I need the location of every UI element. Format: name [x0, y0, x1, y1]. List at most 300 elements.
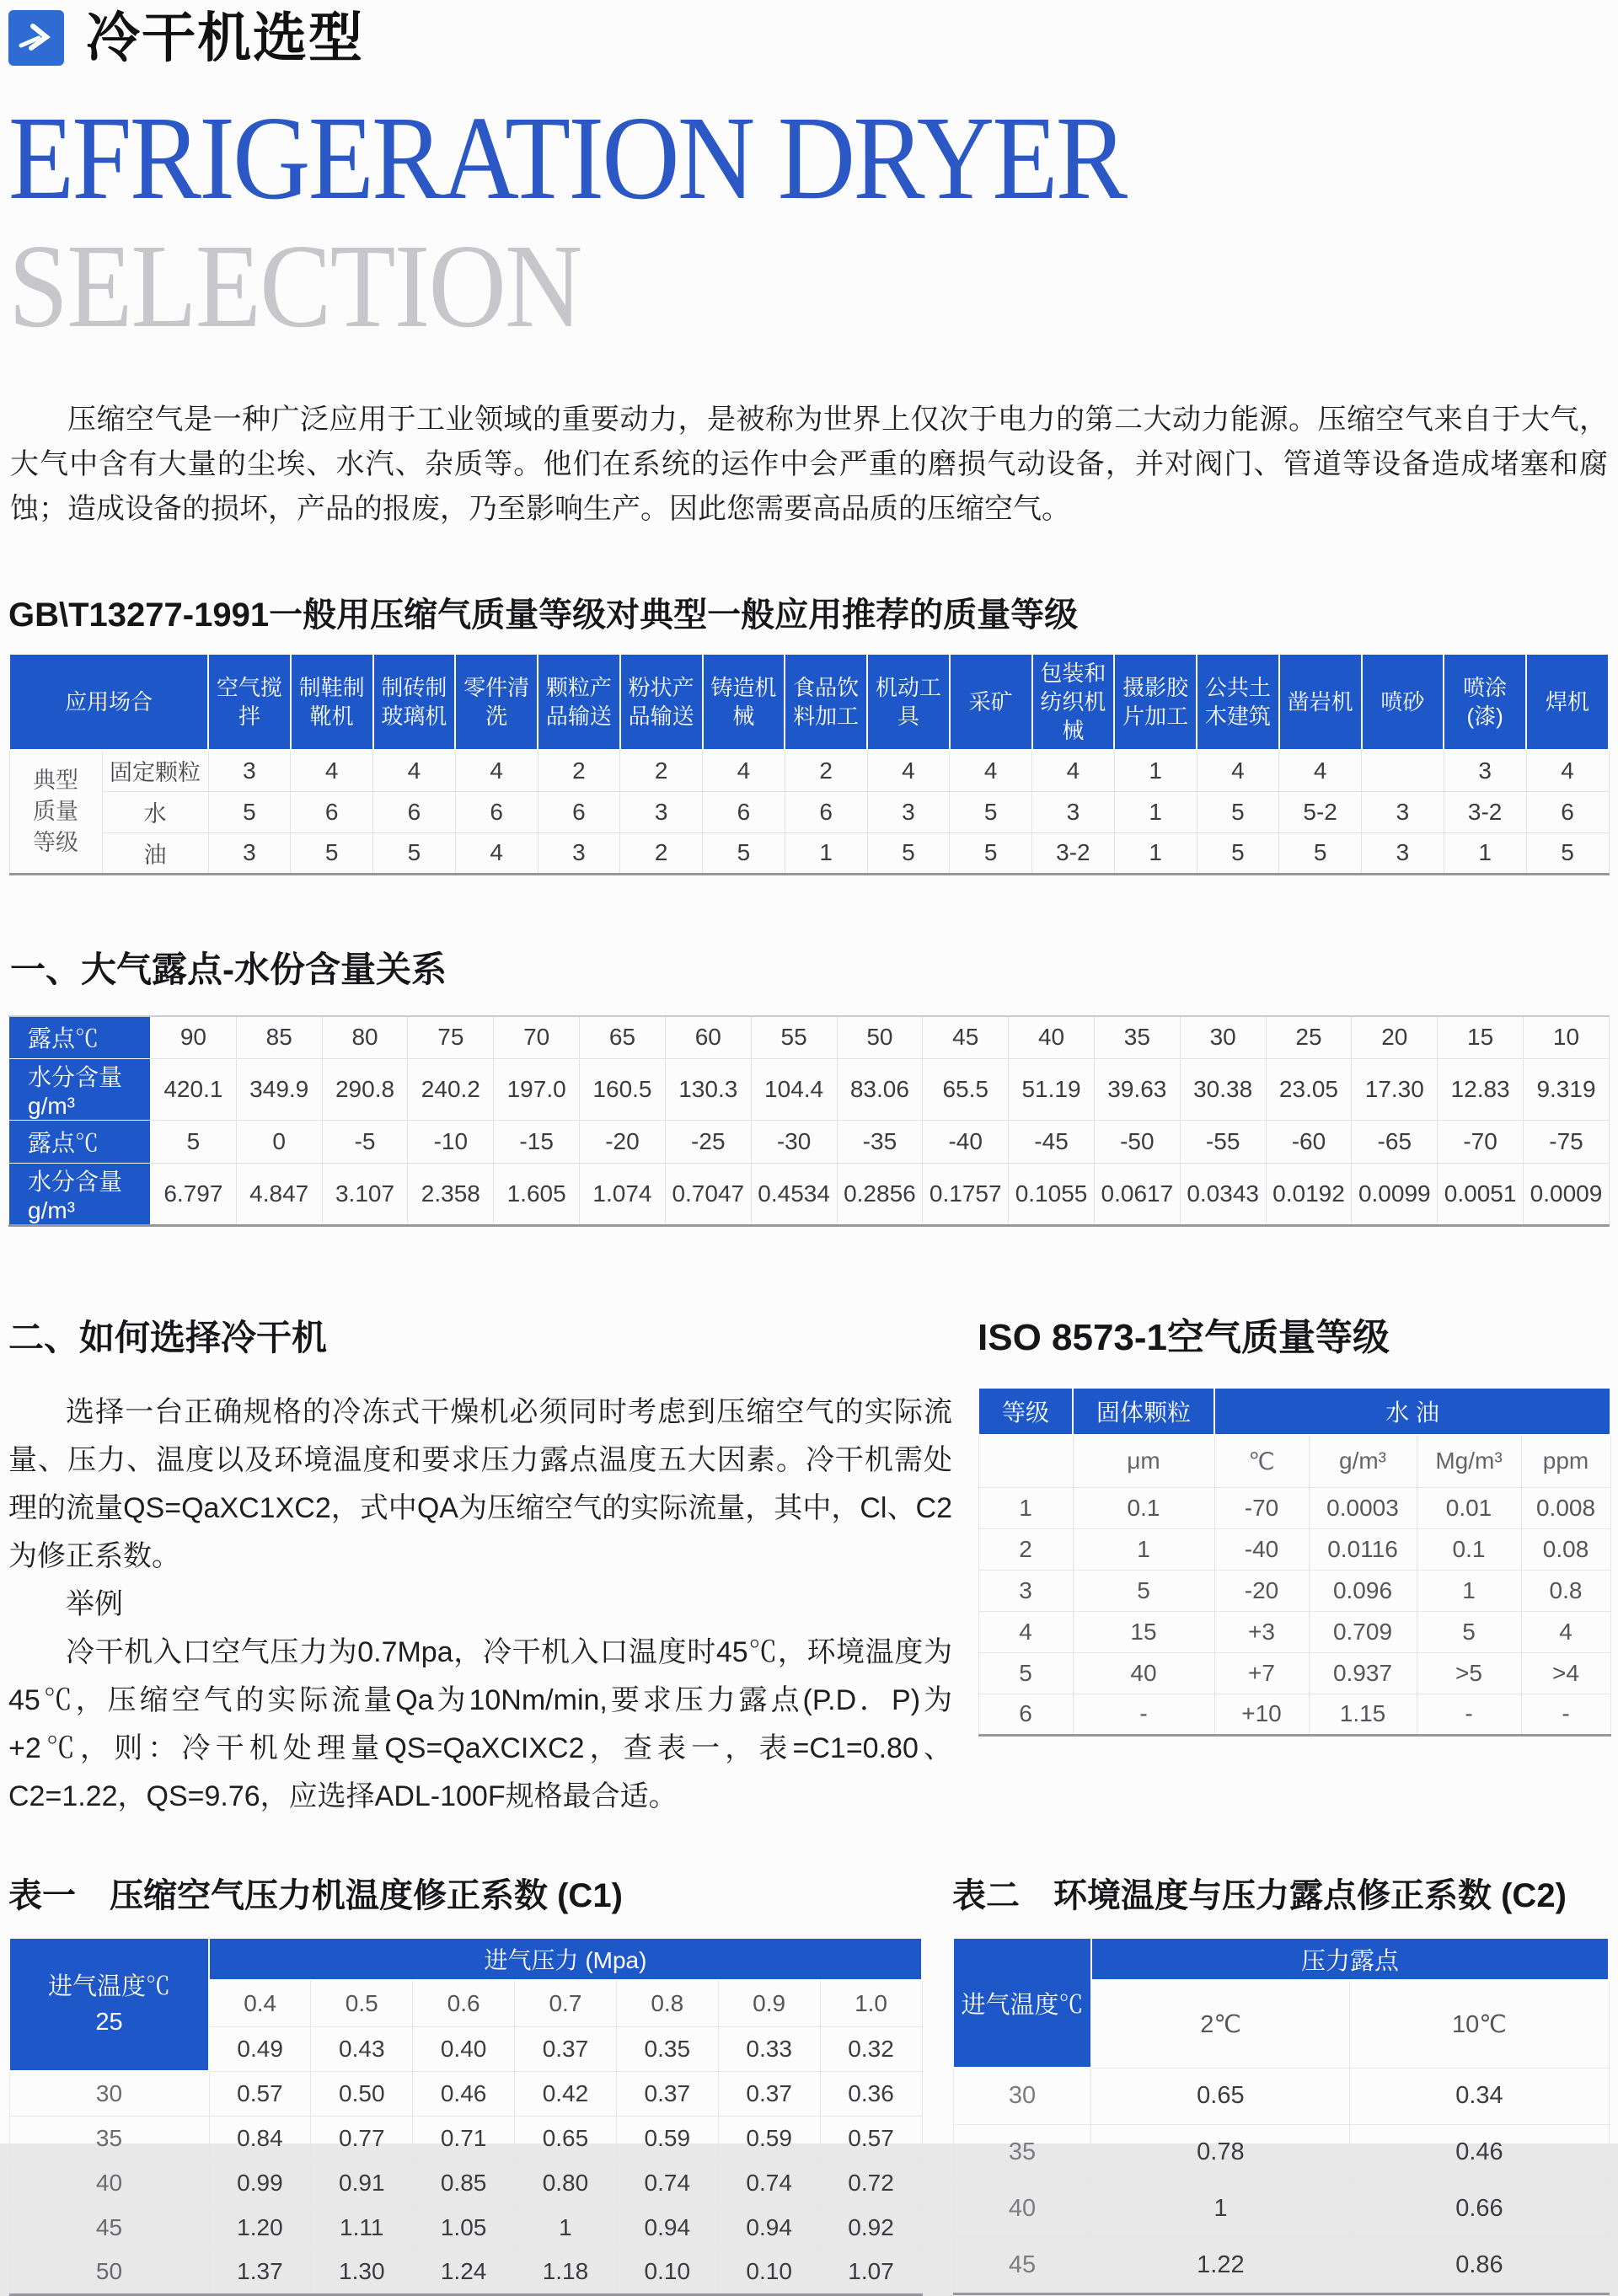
c1-value-cell: 1.18 — [515, 2250, 617, 2294]
c1-value-cell: 0.91 — [311, 2160, 413, 2205]
c1-value-cell: 0.72 — [820, 2160, 922, 2205]
gb-value-cell: 5 — [950, 832, 1032, 874]
c1-column — [8, 1875, 927, 2296]
gb-column-header: 焊机 — [1526, 654, 1609, 750]
iso-value-cell: - — [1521, 1694, 1610, 1735]
dew-value-cell: 51.19 — [1009, 1059, 1095, 1121]
c1-value-cell: 0.57 — [820, 2116, 922, 2160]
iso-solid-header: 固体颗粒 — [1073, 1388, 1214, 1435]
dew-value-cell: 2.358 — [408, 1164, 494, 1226]
c2-dewpoint-cell: 2℃ — [1091, 1980, 1350, 2068]
iso-unit-cell: μm — [1073, 1435, 1214, 1487]
dew-value-cell: 197.0 — [494, 1059, 580, 1121]
c2-value-cell: 1 — [1091, 2181, 1350, 2237]
c1-value-cell: 0.99 — [209, 2160, 311, 2205]
c1-value-cell: 0.92 — [820, 2205, 922, 2250]
c2-table-heading: 表二 环境温度与压力露点修正系数 (C2) — [952, 1877, 1567, 1914]
c1-value-cell: 0.46 — [413, 2071, 515, 2116]
c1-data-row — [9, 2071, 922, 2116]
c1-value-cell: 0.77 — [311, 2116, 413, 2160]
iso-value-cell: 0.0116 — [1309, 1528, 1417, 1570]
dew-value-cell: -70 — [1438, 1121, 1524, 1164]
iso-value-cell: 0.01 — [1417, 1487, 1521, 1528]
dew-value-cell: 0.0617 — [1094, 1164, 1180, 1226]
gb-value-cell: 4 — [950, 750, 1032, 791]
dew-value-cell: 10 — [1524, 1016, 1610, 1059]
dew-value-cell: 83.06 — [837, 1059, 923, 1121]
gb-data-row — [9, 832, 1609, 874]
iso-units-row — [978, 1435, 1610, 1487]
gb-row-label: 油 — [102, 832, 208, 874]
iso-unit-cell: ℃ — [1214, 1435, 1309, 1487]
iso-value-cell: -40 — [1214, 1528, 1309, 1570]
iso-data-row — [978, 1528, 1610, 1570]
c2-data-row — [953, 2068, 1609, 2124]
dew-value-cell: 1.074 — [580, 1164, 666, 1226]
c1-value-cell: 0.94 — [718, 2205, 820, 2250]
c1-table-heading: 表一 压缩空气压力机温度修正系数 (C1) — [8, 1877, 623, 1914]
dew-value-cell: 0.2856 — [837, 1164, 923, 1226]
gb-value-cell: 5 — [291, 832, 373, 874]
gb-value-cell: 1 — [785, 832, 867, 874]
gb-value-cell: 3 — [1032, 791, 1115, 832]
c1-data-row — [9, 2116, 922, 2160]
section1-heading: 一、大气露点-水份含量关系 — [10, 949, 447, 989]
c1-data-row — [9, 2250, 922, 2294]
c1-value-cell: 1 — [515, 2205, 617, 2250]
c1-value-cell: 1.05 — [413, 2205, 515, 2250]
dew-row — [9, 1016, 1610, 1059]
dew-value-cell: 104.4 — [751, 1059, 837, 1121]
c2-value-cell: 0.86 — [1350, 2237, 1609, 2293]
gb-value-cell: 3 — [620, 791, 703, 832]
dew-value-cell: -75 — [1524, 1121, 1610, 1164]
c1-value-cell: 0.80 — [515, 2160, 617, 2205]
iso-value-cell: +10 — [1214, 1694, 1309, 1735]
gb-data-row — [9, 791, 1609, 832]
c1-value-cell: 0.84 — [209, 2116, 311, 2160]
page-title: 冷干机选型 — [86, 8, 364, 68]
gb-column-header: 制鞋制靴机 — [291, 654, 373, 750]
dew-value-cell: 39.63 — [1094, 1059, 1180, 1121]
gb-column-header: 铸造机械 — [703, 654, 785, 750]
iso-value-cell: >5 — [1417, 1652, 1521, 1694]
c1-row-label: 40 — [9, 2160, 209, 2205]
section2-paragraph-2: 冷干机入口空气压力为0.7Mpa，冷干机入口温度时45℃，环境温度为45℃，压缩空气的实际流量Qa为10Nm/min,要求压力露点(P.D．P)为+2℃，则：冷干机处理量QS=QaXCIXC2，查表一，表=C1=0.80、C2=1.22，QS=9.76，应选择ADL-100F规格最合适。 — [8, 1636, 952, 1812]
iso-unit-cell: ppm — [1521, 1435, 1610, 1487]
gb-value-cell: 4 — [455, 832, 538, 874]
iso-value-cell: 0.1 — [1417, 1528, 1521, 1570]
gb-value-cell: 1 — [1114, 750, 1197, 791]
dew-value-cell: 9.319 — [1524, 1059, 1610, 1121]
c1-value-cell: 1.30 — [311, 2250, 413, 2294]
gb-header-row — [9, 654, 1609, 750]
dew-value-cell: 30 — [1180, 1016, 1266, 1059]
c1-row-label: 50 — [9, 2250, 209, 2294]
intro-paragraph: 压缩空气是一种广泛应用于工业领域的重要动力，是被称为世界上仅次于电力的第二大动力能源。压缩空气来自于大气，大气中含有大量的尘埃、水汽、杂质等。他们在系统的运作中会严重的磨损气动设备，并对阀门、管道等设备造成堵塞和腐蚀；造成设备的损坏，产品的报废，乃至影响生产。因此您需要高品质的压缩空气。 — [10, 404, 1608, 525]
c1-header-row — [9, 1938, 922, 1980]
dew-value-cell: 420.1 — [151, 1059, 237, 1121]
iso-value-cell: - — [1073, 1694, 1214, 1735]
gb-value-cell: 2 — [620, 750, 703, 791]
dew-value-cell: 130.3 — [665, 1059, 751, 1121]
iso-header-row — [978, 1388, 1610, 1435]
dew-value-cell: -25 — [665, 1121, 751, 1164]
dew-value-cell: 6.797 — [151, 1164, 237, 1226]
iso-value-cell: 15 — [1073, 1611, 1214, 1652]
gb-value-cell: 3 — [1444, 750, 1526, 791]
gb-value-cell: 6 — [455, 791, 538, 832]
dew-value-cell: 4.847 — [236, 1164, 322, 1226]
iso-value-cell: 0.08 — [1521, 1528, 1610, 1570]
iso-value-cell: +7 — [1214, 1652, 1309, 1694]
iso-grade-cell: 1 — [978, 1487, 1073, 1528]
gb-value-cell: 3 — [1362, 791, 1444, 832]
iso-value-cell: 0.709 — [1309, 1611, 1417, 1652]
c1-value-cell: 0.74 — [718, 2160, 820, 2205]
dew-row — [9, 1121, 1610, 1164]
gb-value-cell: 2 — [785, 750, 867, 791]
c1-value-cell: 0.37 — [515, 2026, 617, 2071]
arrow-icon — [8, 10, 64, 66]
iso-heading: ISO 8573-1空气质量等级 — [978, 1317, 1390, 1358]
gb-column-header: 采矿 — [950, 654, 1032, 750]
gb-column-header: 空气搅拌 — [208, 654, 291, 750]
gb-value-cell: 4 — [703, 750, 785, 791]
gb-value-cell: 5 — [373, 832, 456, 874]
c2-row-label: 30 — [953, 2068, 1091, 2124]
gb-column-header: 喷砂 — [1362, 654, 1444, 750]
gb-value-cell: 6 — [1526, 791, 1609, 832]
gb-value-cell: 6 — [538, 791, 620, 832]
c1-corner-header — [9, 1938, 209, 2071]
dew-value-cell: 349.9 — [236, 1059, 322, 1121]
iso-grade-cell: 6 — [978, 1694, 1073, 1735]
correction-tables-zone — [8, 1875, 1610, 2296]
c1-value-cell: 1.11 — [311, 2205, 413, 2250]
c1-pressure-cell: 0.9 — [718, 1980, 820, 2026]
c2-correction-table — [952, 1937, 1610, 2295]
dew-value-cell: 0.0009 — [1524, 1164, 1610, 1226]
c1-value-cell: 1.24 — [413, 2250, 515, 2294]
gb-value-cell: 4 — [867, 750, 950, 791]
gb-value-cell: 2 — [538, 750, 620, 791]
c1-pressure-cell: 0.6 — [413, 1980, 515, 2026]
gb-value-cell: 3 — [208, 832, 291, 874]
iso-value-cell: -20 — [1214, 1570, 1309, 1611]
dew-value-cell: 80 — [322, 1016, 408, 1059]
c1-pressure-cell: 0.5 — [311, 1980, 413, 2026]
gb-row-label: 固定颗粒 — [102, 750, 208, 791]
dew-value-cell: -15 — [494, 1121, 580, 1164]
c1-corner-line: 25 — [95, 2009, 123, 2036]
gb-value-cell: 5 — [867, 832, 950, 874]
gb-value-cell: 3-2 — [1032, 832, 1115, 874]
gb-value-cell: 3 — [867, 791, 950, 832]
gb-value-cell: 4 — [1197, 750, 1279, 791]
c2-dewpoint-cell: 10℃ — [1350, 1980, 1609, 2068]
header — [8, 7, 1610, 69]
c1-correction-table — [8, 1937, 923, 2296]
iso-grade-cell: 2 — [978, 1528, 1073, 1570]
c2-value-cell: 0.65 — [1091, 2068, 1350, 2124]
dew-value-cell: -45 — [1009, 1121, 1095, 1164]
dew-row-label: 水分含量g/m³ — [9, 1164, 151, 1226]
gb-value-cell: 4 — [1279, 750, 1362, 791]
c1-data-row — [9, 2205, 922, 2250]
gb-column-header: 机动工具 — [867, 654, 950, 750]
gb-value-cell: 4 — [1526, 750, 1609, 791]
gb-column-header: 食品饮料加工 — [785, 654, 867, 750]
dew-value-cell: 290.8 — [322, 1059, 408, 1121]
c1-pressure-cell: 0.8 — [616, 1980, 718, 2026]
dew-value-cell: -60 — [1266, 1121, 1352, 1164]
iso-unit-blank — [978, 1435, 1073, 1487]
gb-value-cell: 6 — [373, 791, 456, 832]
c2-row-label: 45 — [953, 2237, 1091, 2293]
iso-value-cell: 0.096 — [1309, 1570, 1417, 1611]
dew-value-cell: -40 — [923, 1121, 1009, 1164]
gb-value-cell: 5 — [208, 791, 291, 832]
gb-corner-header: 应用场合 — [9, 654, 208, 750]
dew-point-table — [8, 1015, 1610, 1228]
dew-value-cell: 17.30 — [1352, 1059, 1438, 1121]
c2-corner-header: 进气温度℃ — [953, 1938, 1091, 2068]
dew-row-label: 露点℃ — [9, 1016, 151, 1059]
dew-value-cell: 0.4534 — [751, 1164, 837, 1226]
gb-value-cell: 3-2 — [1444, 791, 1526, 832]
iso-unit-cell: Mg/m³ — [1417, 1435, 1521, 1487]
iso-data-row — [978, 1611, 1610, 1652]
c1-pressure-cell: 1.0 — [820, 1980, 922, 2026]
gb-column-header: 公共土木建筑 — [1197, 654, 1279, 750]
c1-value-cell: 1.20 — [209, 2205, 311, 2250]
c1-value-cell: 0.36 — [820, 2071, 922, 2116]
gb-value-cell: 6 — [703, 791, 785, 832]
c1-value-cell: 0.94 — [616, 2205, 718, 2250]
c1-value-cell: 0.35 — [616, 2026, 718, 2071]
dew-value-cell: -65 — [1352, 1121, 1438, 1164]
gb-value-cell: 5 — [1197, 832, 1279, 874]
c1-row-label: 35 — [9, 2116, 209, 2160]
iso-value-cell: 5 — [1417, 1611, 1521, 1652]
c2-row-label: 35 — [953, 2124, 1091, 2181]
gb-value-cell: 5 — [950, 791, 1032, 832]
c1-row-label: 30 — [9, 2071, 209, 2116]
c1-value-cell: 0.32 — [820, 2026, 922, 2071]
dew-value-cell: 1.605 — [494, 1164, 580, 1226]
c2-value-cell: 0.46 — [1350, 2124, 1609, 2181]
c1-value-cell: 1.07 — [820, 2250, 922, 2294]
gb-value-cell: 2 — [620, 832, 703, 874]
iso-value-cell: -70 — [1214, 1487, 1309, 1528]
dew-value-cell: 60 — [665, 1016, 751, 1059]
dew-value-cell: 50 — [837, 1016, 923, 1059]
c2-data-row — [953, 2181, 1609, 2237]
c2-header-row — [953, 1938, 1609, 1980]
c1-value-cell: 0.50 — [311, 2071, 413, 2116]
dew-value-cell: 0 — [236, 1121, 322, 1164]
dew-value-cell: 240.2 — [408, 1059, 494, 1121]
dew-value-cell: 15 — [1438, 1016, 1524, 1059]
dew-value-cell: 12.83 — [1438, 1059, 1524, 1121]
dew-value-cell: -20 — [580, 1121, 666, 1164]
gb-value-cell: 3 — [208, 750, 291, 791]
dew-value-cell: -10 — [408, 1121, 494, 1164]
iso-value-cell: >4 — [1521, 1652, 1610, 1694]
iso-value-cell: +3 — [1214, 1611, 1309, 1652]
selection-text-column — [8, 1316, 952, 1821]
dew-value-cell: 0.0099 — [1352, 1164, 1438, 1226]
dew-value-cell: -50 — [1094, 1121, 1180, 1164]
dew-value-cell: 5 — [151, 1121, 237, 1164]
c1-value-cell: 0.43 — [311, 2026, 413, 2071]
c2-data-row — [953, 2124, 1609, 2181]
iso-data-row — [978, 1570, 1610, 1611]
dew-value-cell: 55 — [751, 1016, 837, 1059]
c1-value-cell: 0.85 — [413, 2160, 515, 2205]
dew-value-cell: 0.1055 — [1009, 1164, 1095, 1226]
gb-value-cell: 1 — [1444, 832, 1526, 874]
gb-column-header: 包装和纺织机械 — [1032, 654, 1115, 750]
dew-value-cell: -30 — [751, 1121, 837, 1164]
c1-value-cell: 0.65 — [515, 2116, 617, 2160]
dew-value-cell: 0.0051 — [1438, 1164, 1524, 1226]
dew-row — [9, 1164, 1610, 1226]
c2-value-cell: 1.22 — [1091, 2237, 1350, 2293]
dew-value-cell: 85 — [236, 1016, 322, 1059]
gb-column-header: 粉状产品输送 — [620, 654, 703, 750]
iso-value-cell: 0.937 — [1309, 1652, 1417, 1694]
iso-value-cell: 4 — [1521, 1611, 1610, 1652]
gb-value-cell: 4 — [455, 750, 538, 791]
iso-water-oil-header: 水 油 — [1214, 1388, 1610, 1435]
gb-value-cell: 5 — [1279, 832, 1362, 874]
c1-value-cell: 0.40 — [413, 2026, 515, 2071]
iso-data-row — [978, 1487, 1610, 1528]
c1-value-cell: 0.37 — [718, 2071, 820, 2116]
section2-paragraph-1: 选择一台正确规格的冷冻式干燥机必须同时考虑到压缩空气的实际流量、压力、温度以及环境温度和要求压力露点温度五大因素。冷干机需处理的流量QS=QaXC1XC2，式中QA为压缩空气的实际流量，其中，Cl、C2为修正系数。 — [8, 1396, 952, 1572]
dew-value-cell: 0.7047 — [665, 1164, 751, 1226]
gb-value-cell: 5 — [1197, 791, 1279, 832]
iso-value-cell: 0.8 — [1521, 1570, 1610, 1611]
gb-value-cell: 6 — [785, 791, 867, 832]
c2-dewpoint-band: 压力露点 — [1091, 1938, 1609, 1980]
gb-value-cell: 1 — [1114, 791, 1197, 832]
gb-value-cell: 4 — [373, 750, 456, 791]
gb-column-header: 颗粒产品输送 — [538, 654, 620, 750]
gb-value-cell: 4 — [1032, 750, 1115, 791]
iso-value-cell: 0.0003 — [1309, 1487, 1417, 1528]
iso-unit-cell: g/m³ — [1309, 1435, 1417, 1487]
gb-table-heading: GB\T13277-1991一般用压缩气质量等级对典型一般应用推荐的质量等级 — [8, 597, 1079, 634]
gb-column-header: 凿岩机 — [1279, 654, 1362, 750]
dew-value-cell: -5 — [322, 1121, 408, 1164]
c1-pressure-cell: 0.7 — [515, 1980, 617, 2026]
gb-value-cell: 5-2 — [1279, 791, 1362, 832]
iso-grade-cell: 3 — [978, 1570, 1073, 1611]
gb-column-header: 喷涂(漆) — [1444, 654, 1526, 750]
gb-value-cell: 3 — [1362, 832, 1444, 874]
gb-value-cell: 4 — [291, 750, 373, 791]
c1-value-cell: 0.10 — [718, 2250, 820, 2294]
c1-corner-line: 进气温度℃ — [47, 1973, 170, 2000]
section2-heading: 二、如何选择冷干机 — [8, 1318, 328, 1357]
c1-value-cell: 0.49 — [209, 2026, 311, 2071]
c1-value-cell: 0.59 — [718, 2116, 820, 2160]
dew-value-cell: 40 — [1009, 1016, 1095, 1059]
gb-data-row — [9, 750, 1609, 791]
iso-value-cell: - — [1417, 1694, 1521, 1735]
iso-data-row — [978, 1652, 1610, 1694]
iso-value-cell: 1 — [1073, 1528, 1214, 1570]
dew-row-label: 露点℃ — [9, 1121, 151, 1164]
iso-grade-header: 等级 — [978, 1388, 1073, 1435]
example-label: 举例 — [66, 1588, 123, 1620]
dew-value-cell: -35 — [837, 1121, 923, 1164]
c1-row-label: 45 — [9, 2205, 209, 2250]
dew-value-cell: 0.1757 — [923, 1164, 1009, 1226]
iso-quality-table — [978, 1387, 1611, 1737]
title-english-main: EFRIGERATION DRYER — [8, 91, 1126, 224]
c1-value-cell: 0.42 — [515, 2071, 617, 2116]
iso-grade-cell: 5 — [978, 1652, 1073, 1694]
dew-value-cell: 0.0343 — [1180, 1164, 1266, 1226]
iso-value-cell: 0.008 — [1521, 1487, 1610, 1528]
dew-value-cell: 30.38 — [1180, 1059, 1266, 1121]
title-english-sub: SELECTION — [8, 219, 581, 352]
dew-value-cell: 70 — [494, 1016, 580, 1059]
dew-value-cell: 35 — [1094, 1016, 1180, 1059]
dew-value-cell: 160.5 — [580, 1059, 666, 1121]
c1-pressure-cell: 0.4 — [209, 1980, 311, 2026]
c1-value-cell: 0.33 — [718, 2026, 820, 2071]
gb-value-cell: 3 — [538, 832, 620, 874]
c2-value-cell: 0.34 — [1350, 2068, 1609, 2124]
dew-value-cell: 20 — [1352, 1016, 1438, 1059]
gb-column-header: 零件清洗 — [455, 654, 538, 750]
iso-column — [978, 1316, 1610, 1737]
gb-column-header: 制砖制玻璃机 — [373, 654, 456, 750]
dew-value-cell: 75 — [408, 1016, 494, 1059]
gb-value-cell: 5 — [1526, 832, 1609, 874]
gb-value-cell: 6 — [291, 791, 373, 832]
iso-value-cell: 5 — [1073, 1570, 1214, 1611]
iso-value-cell: 0.1 — [1073, 1487, 1214, 1528]
dew-value-cell: 65.5 — [923, 1059, 1009, 1121]
dew-value-cell: 45 — [923, 1016, 1009, 1059]
c2-column — [952, 1875, 1610, 2295]
dew-value-cell: 25 — [1266, 1016, 1352, 1059]
iso-value-cell: 1 — [1417, 1570, 1521, 1611]
c1-value-cell: 1.37 — [209, 2250, 311, 2294]
c2-data-row — [953, 2237, 1609, 2293]
dew-value-cell: 3.107 — [322, 1164, 408, 1226]
c1-value-cell: 0.71 — [413, 2116, 515, 2160]
gb-value-cell: 5 — [703, 832, 785, 874]
dew-value-cell: 65 — [580, 1016, 666, 1059]
selection-zone — [8, 1316, 1610, 1821]
c2-value-cell: 0.78 — [1091, 2124, 1350, 2181]
c1-value-cell: 0.37 — [616, 2071, 718, 2116]
gb-row-label: 水 — [102, 791, 208, 832]
c1-pressure-band: 进气压力 (Mpa) — [209, 1938, 922, 1980]
iso-value-cell: 40 — [1073, 1652, 1214, 1694]
dew-value-cell: 90 — [151, 1016, 237, 1059]
gb-value-cell — [1362, 750, 1444, 791]
c1-data-row — [9, 2160, 922, 2205]
c2-value-cell: 0.66 — [1350, 2181, 1609, 2237]
